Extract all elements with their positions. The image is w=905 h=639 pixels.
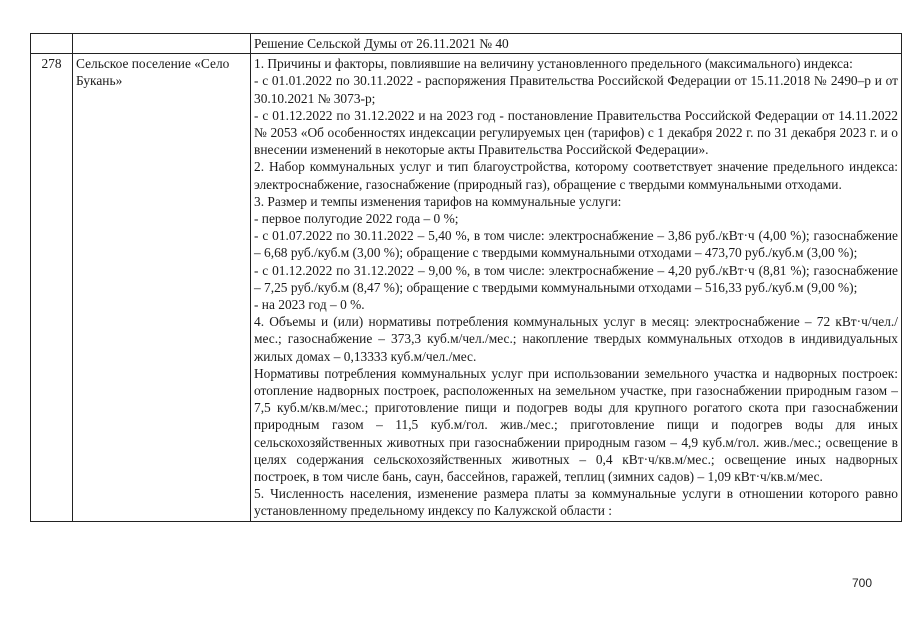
header-cell-decision: Решение Сельской Думы от 26.11.2021 № 40	[251, 34, 902, 54]
paragraph-4-norms: Нормативы потребления коммунальных услуг при использовании земельного участка и надворных построек: отопление надворных построек, расположенных на земельном участке, при газоснабжении природным газом – 7,5 куб.м/кв.м/мес.; приготовление пищи и подогрев воды для крупного рогатого скота при газоснабжении природным газом – 11,5 куб.м/гол. жив./мес.; приготовление пищи и подогрев воды для иных сельскохозяйственных животных при газоснабжении природным газом – 4,9 куб.м/гол. жив./мес.; освещение в целях содержания сельскохозяйственных животных – 0,4 кВт·ч/кв.м/мес.; освещение иных надворных построек, в том числе бань, саун, бассейнов, гаражей, теплиц (зимних садов) – 1,09 кВт·ч/кв.м/мес.	[254, 365, 898, 485]
table-header-row	[31, 34, 902, 54]
paragraph-3-item-c: - с 01.12.2022 по 31.12.2022 – 9,00 %, в том числе: электроснабжение – 4,20 руб./кВт·ч (8,81 %); газоснабжение – 7,25 руб./куб.м (8,47 %); обращение с твердыми коммунальными отходами – 516,33 руб./куб.м (9,00 %);	[254, 262, 898, 295]
page-number: 700	[852, 576, 873, 590]
paragraph-3-item-a: - первое полугодие 2022 года – 0 %;	[254, 211, 459, 227]
paragraph-5: 5. Численность населения, изменение размера платы за коммунальные услуги в отношении которого равно установленному предельному индексу по Калужской области :	[254, 486, 898, 519]
paragraph-3-item-b: - с 01.07.2022 по 30.11.2022 – 5,40 %, в том числе: электроснабжение – 3,86 руб./кВт·ч (4,00 %); газоснабжение – 6,68 руб./куб.м (3,00 %); обращение с твердыми коммунальными отходами – 473,70 руб./куб.м (3,00 %);	[254, 228, 898, 261]
settlement-name-cell: Сельское поселение «Село Букань»	[73, 54, 251, 521]
paragraph-3-item-d: - на 2023 год – 0 %.	[254, 297, 365, 313]
header-cell-settlement	[73, 34, 251, 54]
row-body-cell	[251, 54, 902, 521]
paragraph-2: 2. Набор коммунальных услуг и тип благоустройства, которому соответствует значение предельного индекса: электроснабжение, газоснабжение (природный газ), обращение с твердыми коммунальными отходами.	[254, 159, 898, 192]
paragraph-1-item-b: - с 01.12.2022 по 31.12.2022 и на 2023 год - постановление Правительства Российской Федерации от 14.11.2022 № 2053 «Об особенностях индексации регулируемых цен (тарифов) с 1 декабря 2022 г. по 31 декабря 2023 г. и о внесении изменений в некоторые акты Правительства Российской Федерации».	[254, 107, 898, 158]
document-table	[30, 33, 902, 522]
paragraph-1-header: 1. Причины и факторы, повлиявшие на величину установленного предельного (максимального) индекса:	[254, 56, 853, 72]
paragraph-4: 4. Объемы и (или) нормативы потребления коммунальных услуг в месяц: электроснабжение – 72 кВт·ч/чел./мес.; газоснабжение – 373,3 куб.м/чел./мес.; накопление твердых коммунальных отходов в индивидуальных жилых домах – 0,13333 куб.м/чел./мес.	[254, 314, 898, 364]
paragraph-3-header: 3. Размер и темпы изменения тарифов на коммунальные услуги:	[254, 193, 622, 209]
table-row	[31, 54, 902, 521]
paragraph-1-item-a: - с 01.01.2022 по 30.11.2022 - распоряжения Правительства Российской Федерации от 15.11.2018 № 2490–р и от 30.10.2021 № 3073-р;	[254, 73, 898, 106]
header-cell-number	[31, 34, 73, 54]
row-number-cell: 278	[31, 54, 73, 521]
